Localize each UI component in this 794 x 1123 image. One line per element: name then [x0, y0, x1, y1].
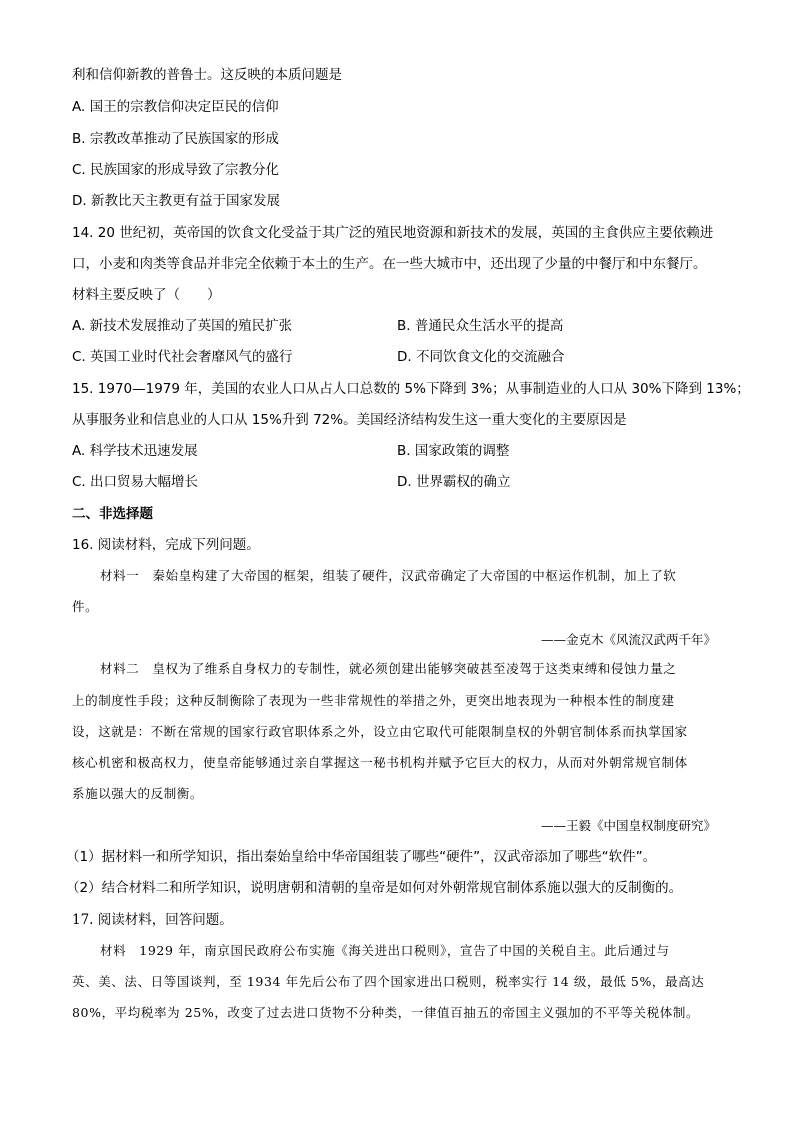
material-2-line: 核心机密和极高权力，使皇帝能够通过亲自掌握这一秘书机构并赋予它巨大的权力，从而对外朝常规官制体 [72, 755, 688, 770]
material-2-line: 系施以强大的反制衡。 [72, 786, 204, 801]
q13-option-b: B. 宗教改革推动了民族国家的形成 [72, 131, 279, 147]
q15-stem-line: 从事服务业和信息业的人口从 15%升到 72%。美国经济结构发生这一重大变化的主要原因是 [72, 412, 627, 428]
q14-option-c: C. 英国工业时代社会奢靡风气的盛行 [72, 349, 293, 365]
material-1-source: ——金克木《风流汉武两千年》 [540, 632, 716, 647]
q16-subquestion-1: （1）据材料一和所学知识，指出秦始皇给中华帝国组装了哪些“硬件”，汉武帝添加了哪些“软件”。 [66, 849, 657, 865]
q14-stem-line: 口，小麦和肉类等食品并非完全依赖于本土的生产。在一些大城市中，还出现了少量的中餐厅和中东餐厅。 [72, 256, 707, 272]
material-3-line: 材料 1929 年，南京国民政府公布实施《海关进出口税则》，宣告了中国的关税自主。此后通过与 [100, 943, 670, 958]
q17-stem: 17. 阅读材料，回答问题。 [72, 912, 233, 928]
material-1-line: 材料一 秦始皇构建了大帝国的框架，组装了硬件，汉武帝确定了大帝国的中枢运作机制，加上了软 [100, 568, 677, 583]
material-2-line: 材料二 皇权为了维系自身权力的专制性，就必须创建出能够突破甚至凌驾于这类束缚和侵蚀力量之 [100, 661, 677, 676]
material-3-line: 英、美、法、日等国谈判，至 1934 年先后公布了四个国家进出口税则，税率实行 14 级，最低 5%，最高达 [72, 974, 705, 989]
q14-option-b: B. 普通民众生活水平的提高 [397, 318, 564, 334]
q14-stem-line: 14. 20 世纪初，英帝国的饮食文化受益于其广泛的殖民地资源和新技术的发展，英国的主食供应主要依赖进 [72, 225, 714, 241]
material-3-line: 80%，平均税率为 25%，改变了过去进口货物不分种类，一律值百抽五的帝国主义强加的不平等关税体制。 [72, 1005, 700, 1020]
material-2-line: 上的制度性手段；这种反制衡除了表现为一些非常规性的举措之外，更突出地表现为一种根本性的制度建 [72, 693, 675, 708]
material-1-line: 件。 [72, 599, 99, 614]
q13-stem-tail: 利和信仰新教的普鲁士。这反映的本质问题是 [72, 67, 342, 83]
q14-stem-line: 材料主要反映了（ ） [72, 287, 221, 303]
q15-option-d: D. 世界霸权的确立 [397, 474, 511, 490]
q16-subquestion-2: （2）结合材料二和所学知识，说明唐朝和清朝的皇帝是如何对外朝常规官制体系施以强大的反制衡的。 [66, 880, 683, 896]
section-heading: 二、非选择题 [72, 506, 153, 522]
q14-option-d: D. 不同饮食文化的交流融合 [397, 349, 565, 365]
q15-option-c: C. 出口贸易大幅增长 [72, 474, 199, 490]
q15-option-a: A. 科学技术迅速发展 [72, 443, 198, 459]
q13-option-d: D. 新教比天主教更有益于国家发展 [72, 193, 280, 209]
material-2-line: 设，这就是：不断在常规的国家行政官职体系之外，设立由它取代可能限制皇权的外朝官制体系而执掌国家 [72, 724, 688, 739]
q14-option-a: A. 新技术发展推动了英国的殖民扩张 [72, 318, 293, 334]
q15-stem-line: 15. 1970—1979 年，美国的农业人口从占人口总数的 5%下降到 3%；从事制造业的人口从 30%下降到 13%； [72, 381, 750, 397]
material-2-source: ——王毅《中国皇权制度研究》 [540, 818, 716, 833]
q13-option-a: A. 国王的宗教信仰决定臣民的信仰 [72, 99, 279, 115]
q16-stem: 16. 阅读材料，完成下列问题。 [72, 537, 260, 553]
q15-option-b: B. 国家政策的调整 [397, 443, 510, 459]
q13-option-c: C. 民族国家的形成导致了宗教分化 [72, 162, 280, 178]
